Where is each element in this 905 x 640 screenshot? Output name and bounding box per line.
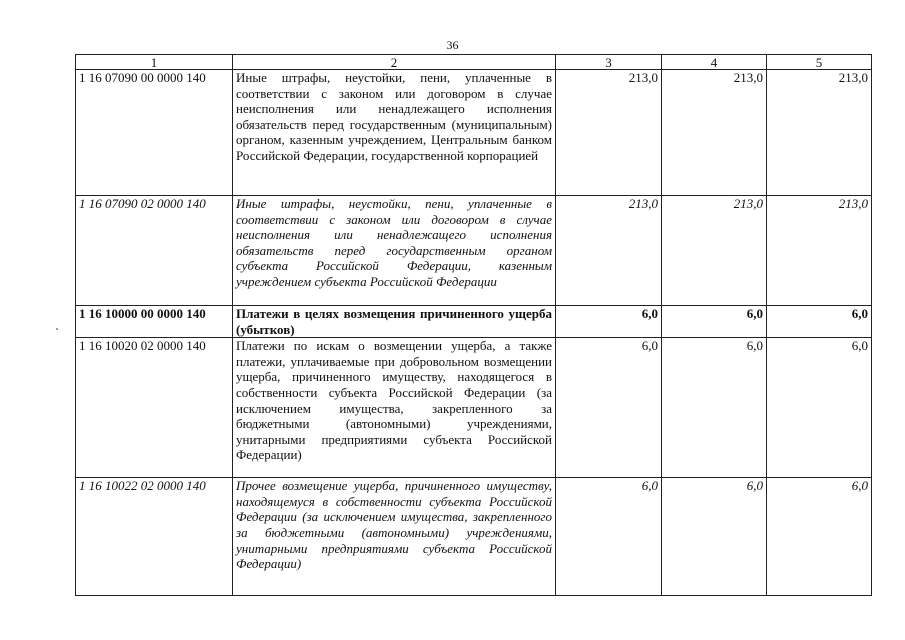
- table-row: [76, 338, 872, 478]
- row-code: 1 16 10022 02 0000 140: [76, 478, 233, 596]
- row-value-col4: 6,0: [662, 478, 767, 596]
- revenue-table: [75, 54, 872, 596]
- row-value-col5: 213,0: [767, 70, 872, 196]
- row-value-col4: 213,0: [662, 196, 767, 306]
- table-row: [76, 306, 872, 338]
- row-value-col3: 213,0: [556, 196, 662, 306]
- row-description: Платежи по искам о возмещении ущерба, а также платежи, уплачиваемые при добровольном возмещении ущерба, причиненного имуществу, находящегося в собственности субъекта Российской Федерации (за исключением имущества, закрепленного за бюджетными (автономными) учреждениями, унитарными предприятиями субъекта Российской Федерации): [233, 338, 556, 478]
- row-value-col3: 6,0: [556, 306, 662, 338]
- row-description: Платежи в целях возмещения причиненного ущерба (убытков): [233, 306, 556, 338]
- row-value-col5: 213,0: [767, 196, 872, 306]
- table-row: [76, 70, 872, 196]
- row-value-col3: 6,0: [556, 478, 662, 596]
- table-row: [76, 478, 872, 596]
- row-code: 1 16 10020 02 0000 140: [76, 338, 233, 478]
- row-code: 1 16 07090 00 0000 140: [76, 70, 233, 196]
- table-header-row: [76, 55, 872, 70]
- column-header-5: 5: [767, 55, 872, 70]
- row-value-col3: 6,0: [556, 338, 662, 478]
- row-value-col5: 6,0: [767, 306, 872, 338]
- table-row: [76, 196, 872, 306]
- column-header-4: 4: [662, 55, 767, 70]
- row-description: Иные штрафы, неустойки, пени, уплаченные в соответствии с законом или договором в случае неисполнения или ненадлежащего исполнения обязательств перед государственным органом субъекта Российской Федерации, казенным учреждением субъекта Российской Федерации: [233, 196, 556, 306]
- row-value-col4: 6,0: [662, 338, 767, 478]
- row-value-col5: 6,0: [767, 338, 872, 478]
- row-description: Прочее возмещение ущерба, причиненного имуществу, находящемуся в собственности субъекта Российской Федерации (за исключением имущества, закрепленного за бюджетными (автономными) учреждениями, унитарными предприятиями субъекта Российской Федерации): [233, 478, 556, 596]
- row-code: 1 16 10000 00 0000 140: [76, 306, 233, 338]
- page-number: 36: [446, 38, 459, 52]
- row-code: 1 16 07090 02 0000 140: [76, 196, 233, 306]
- row-value-col4: 6,0: [662, 306, 767, 338]
- column-header-2: 2: [233, 55, 556, 70]
- column-header-1: 1: [76, 55, 233, 70]
- column-header-3: 3: [556, 55, 662, 70]
- row-description: Иные штрафы, неустойки, пени, уплаченные в соответствии с законом или договором в случае неисполнения или ненадлежащего исполнения обязательств перед государственным (муниципальным) органом, казенным учреждением, Центральным банком Российской Федерации, государственной корпорацией: [233, 70, 556, 196]
- row-value-col4: 213,0: [662, 70, 767, 196]
- row-value-col5: 6,0: [767, 478, 872, 596]
- scan-dot: [56, 328, 58, 330]
- row-value-col3: 213,0: [556, 70, 662, 196]
